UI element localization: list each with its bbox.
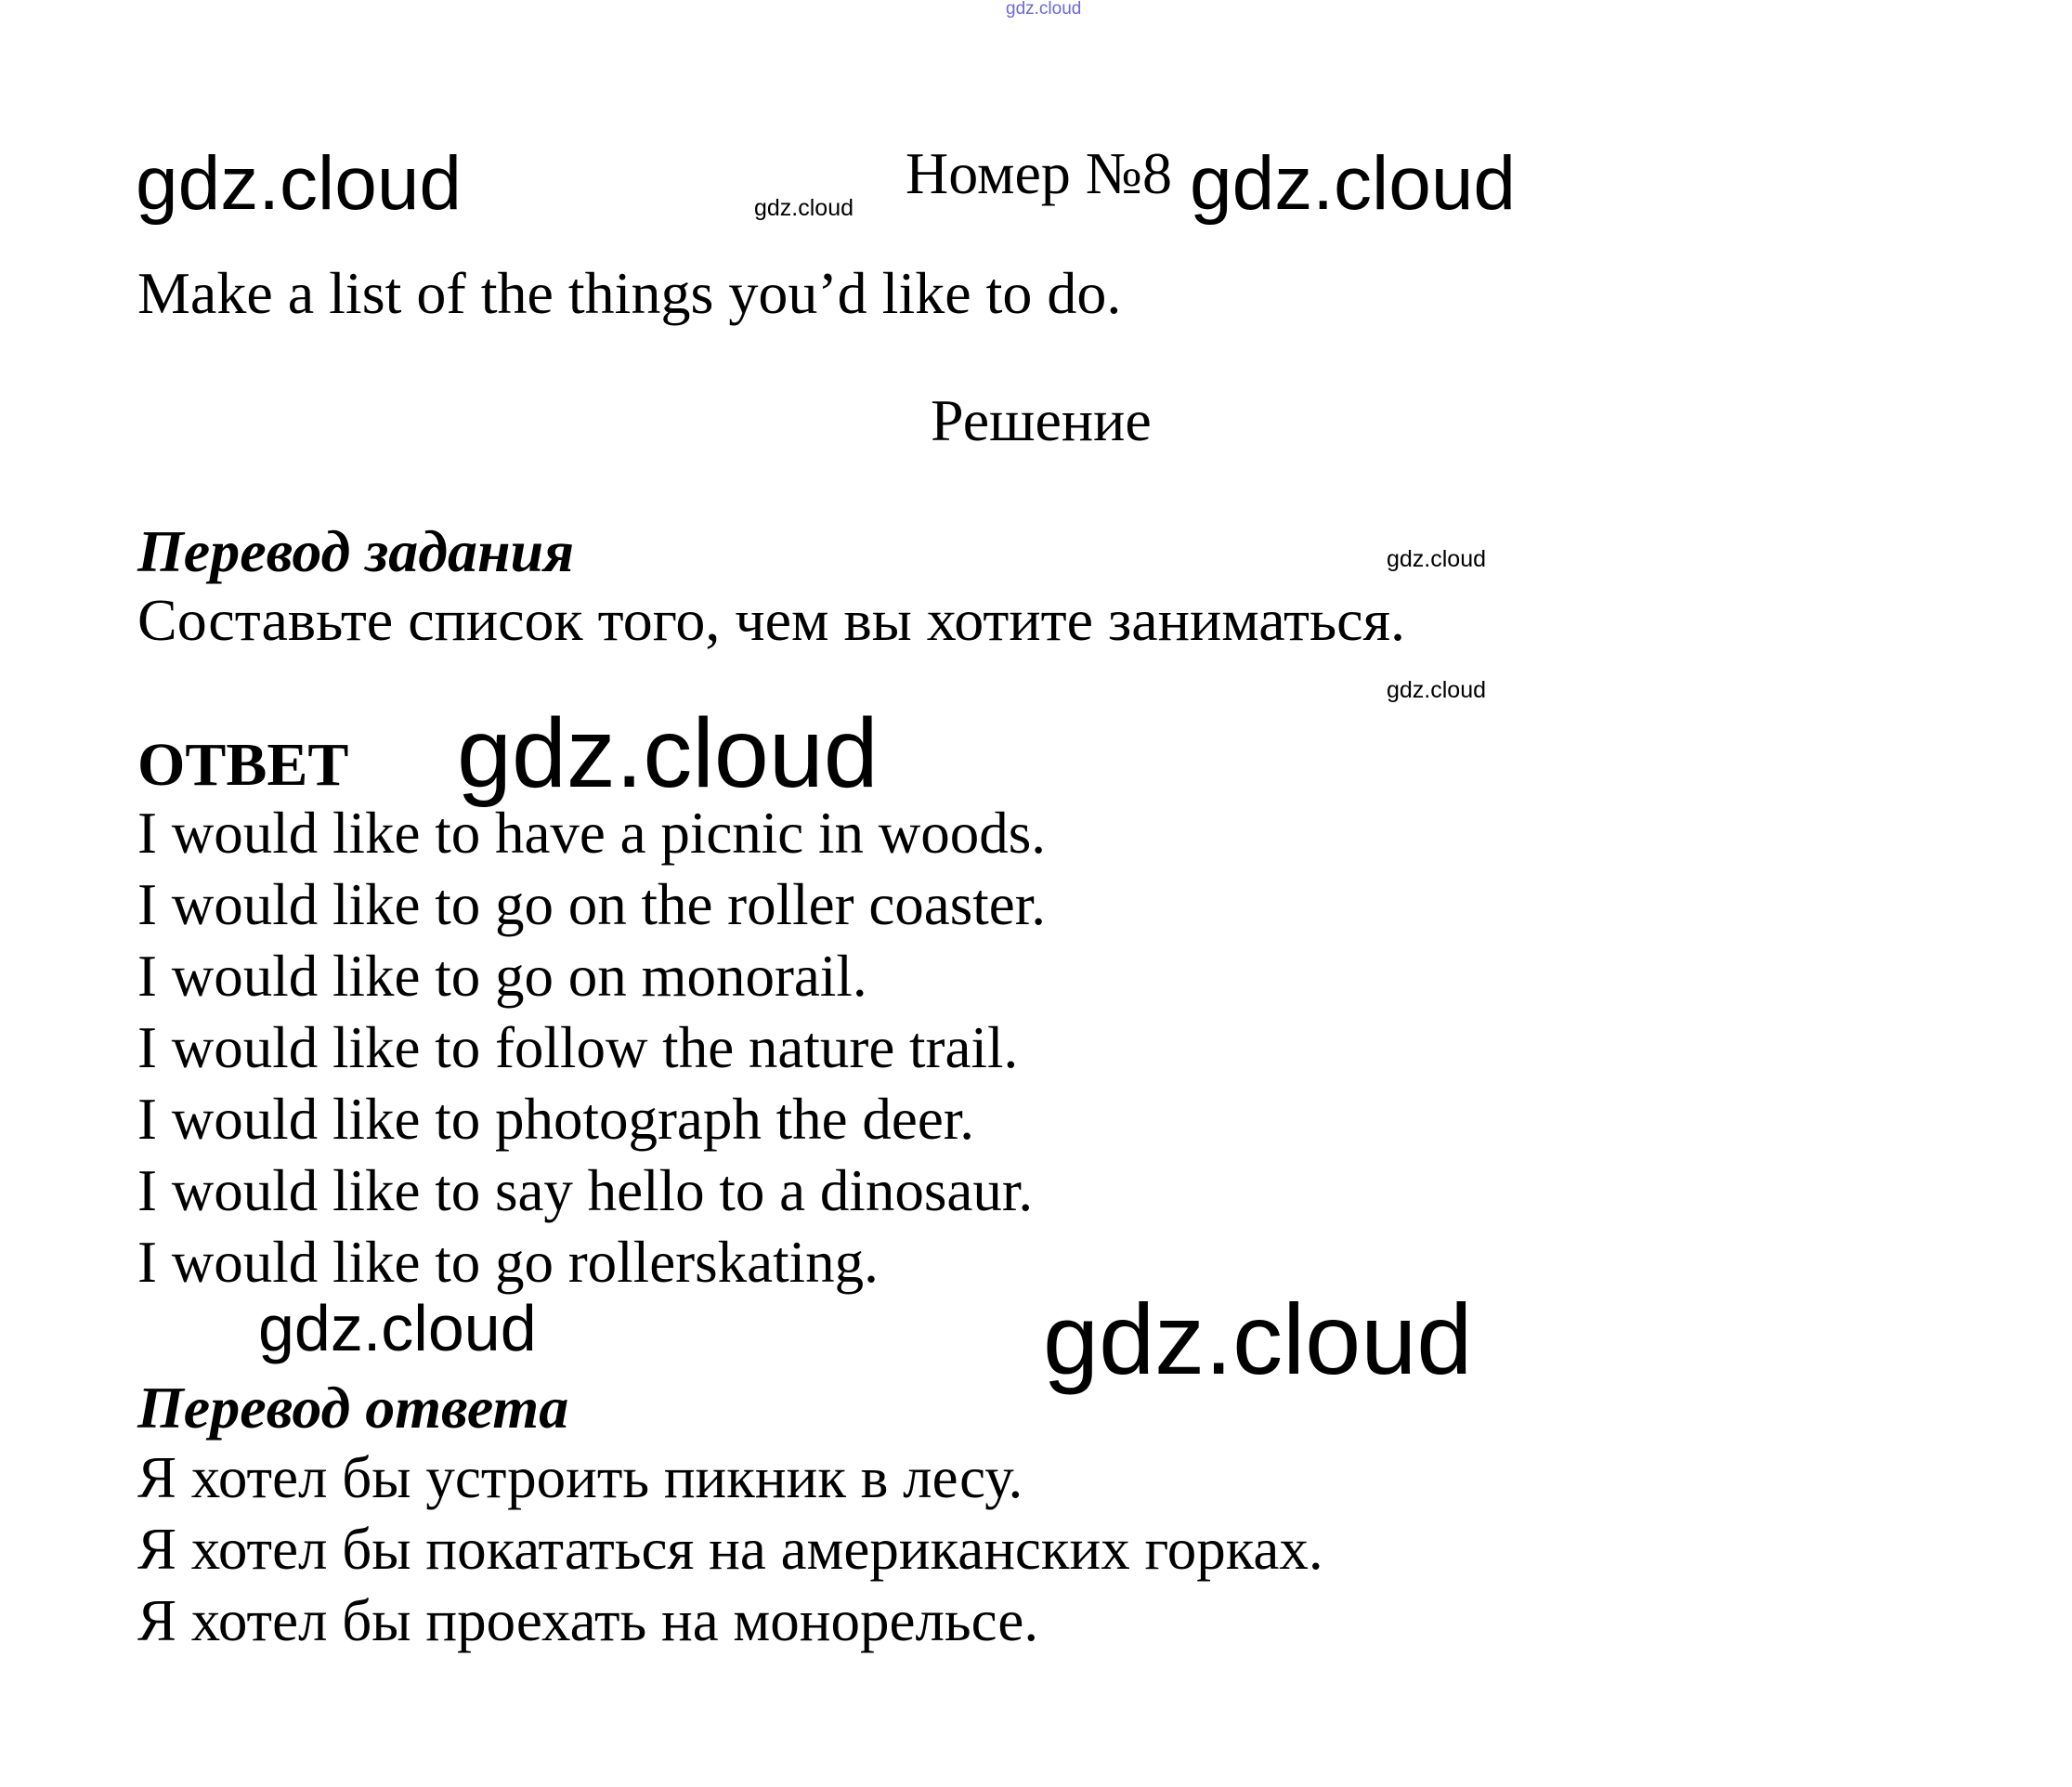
answer-line: I would like to photograph the deer. <box>137 1087 975 1152</box>
answer-line: I would like to follow the nature trail. <box>137 1015 1019 1080</box>
translation-line: Я хотел бы покататься на американских горках. <box>137 1517 1323 1582</box>
answer-line: I would like to say hello to a dinosaur. <box>137 1158 1034 1223</box>
task-translation-heading: Перевод задания <box>137 518 575 584</box>
translation-line: Я хотел бы проехать на монорельсе. <box>137 1588 1039 1653</box>
task-translation-text: Составьте список того, чем вы хотите заниматься. <box>137 587 1405 653</box>
watermark-side-2: gdz.cloud <box>1387 677 1487 703</box>
task-text: Make a list of the things you’d like to do. <box>137 260 1122 326</box>
answer-line: I would like to go on the roller coaster. <box>137 872 1047 937</box>
translation-line: Я хотел бы устроить пикник в лесу. <box>137 1445 1023 1510</box>
solution-heading: Решение <box>931 387 1152 453</box>
watermark-header-left: gdz.cloud <box>136 141 463 226</box>
answer-heading: ОТВЕТ <box>137 731 349 799</box>
watermark-header-right: gdz.cloud <box>1190 141 1517 226</box>
watermark-top: gdz.cloud <box>1006 0 1082 19</box>
watermark-bottom-left: gdz.cloud <box>258 1292 537 1364</box>
exercise-number: Номер №8 <box>906 140 1172 206</box>
watermark-side-1: gdz.cloud <box>1387 546 1487 572</box>
answer-translation-heading: Перевод ответа <box>137 1375 569 1441</box>
answer-line: I would like to go rollerskating. <box>137 1230 879 1295</box>
watermark-bottom-right: gdz.cloud <box>1043 1283 1473 1395</box>
answer-line: I would like to have a picnic in woods. <box>137 801 1047 866</box>
answer-line: I would like to go on monorail. <box>137 944 867 1009</box>
watermark-answer: gdz.cloud <box>457 698 879 808</box>
watermark-header-small: gdz.cloud <box>754 195 854 221</box>
